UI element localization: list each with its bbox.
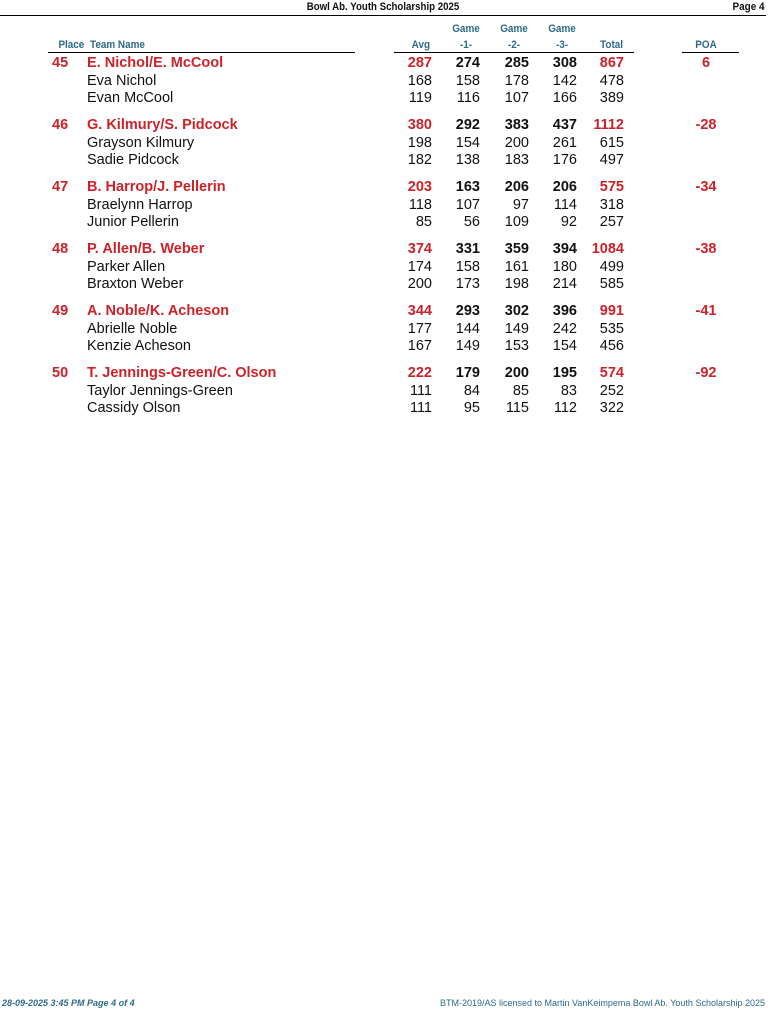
member-g3: 92 xyxy=(560,214,577,230)
col-avg: Avg xyxy=(411,39,430,51)
team-row xyxy=(0,241,768,258)
member-total: 535 xyxy=(599,321,624,337)
member-total: 257 xyxy=(599,214,624,230)
member-g3: 112 xyxy=(553,400,577,416)
member-row xyxy=(0,73,768,90)
team-g1: 292 xyxy=(455,117,480,133)
member-total: 322 xyxy=(599,400,624,416)
member-g3: 154 xyxy=(552,338,577,354)
team-row xyxy=(0,179,768,196)
team-name: G. Kilmury/S. Pidcock xyxy=(87,117,238,133)
team-g2: 359 xyxy=(504,241,529,257)
team-poa: -92 xyxy=(695,365,717,381)
member-total: 497 xyxy=(599,152,624,168)
member-row xyxy=(0,400,768,417)
member-name: Eva Nichol xyxy=(87,73,157,89)
member-g1: 149 xyxy=(455,338,480,354)
member-row xyxy=(0,321,768,338)
team-avg: 222 xyxy=(407,365,432,381)
team-avg: 203 xyxy=(407,179,432,195)
member-total: 585 xyxy=(599,276,624,292)
member-total: 478 xyxy=(599,73,624,89)
team-poa: 6 xyxy=(701,55,711,71)
col-game3-bottom: -3- xyxy=(555,39,569,51)
member-g2: 115 xyxy=(505,400,529,416)
member-g1: 158 xyxy=(455,259,480,275)
team-g1: 293 xyxy=(455,303,480,319)
member-avg: 200 xyxy=(407,276,432,292)
team-g2: 383 xyxy=(504,117,529,133)
member-g1: 173 xyxy=(455,276,480,292)
team-poa: -38 xyxy=(695,241,717,257)
member-row xyxy=(0,383,768,400)
team-g2: 285 xyxy=(504,55,529,71)
member-row xyxy=(0,152,768,169)
footer-date-page: 28-09-2025 3:45 PM Page 4 of 4 xyxy=(2,998,135,1008)
member-avg: 85 xyxy=(415,214,432,230)
member-name: Parker Allen xyxy=(87,259,166,275)
member-g2: 85 xyxy=(512,383,529,399)
header-underline-left xyxy=(48,52,355,53)
member-avg: 118 xyxy=(408,197,432,213)
member-g1: 107 xyxy=(455,197,480,213)
team-g3: 396 xyxy=(552,303,577,319)
team-g3: 394 xyxy=(552,241,577,257)
team-avg: 344 xyxy=(407,303,432,319)
report-header xyxy=(0,0,766,16)
member-g1: 84 xyxy=(463,383,480,399)
member-g1: 138 xyxy=(455,152,480,168)
team-total: 991 xyxy=(599,303,624,319)
member-g1: 95 xyxy=(463,400,480,416)
team-g1: 331 xyxy=(455,241,480,257)
member-avg: 174 xyxy=(407,259,432,275)
member-row xyxy=(0,338,768,355)
team-total: 1084 xyxy=(591,241,624,257)
member-avg: 111 xyxy=(409,400,432,416)
member-g2: 198 xyxy=(504,276,529,292)
member-g2: 183 xyxy=(504,152,529,168)
col-total: Total xyxy=(600,39,623,51)
member-avg: 177 xyxy=(407,321,432,337)
team-place: 45 xyxy=(52,55,69,71)
member-row xyxy=(0,214,768,231)
member-g1: 144 xyxy=(455,321,480,337)
member-g2: 97 xyxy=(512,197,529,213)
member-avg: 168 xyxy=(407,73,432,89)
member-avg: 198 xyxy=(407,135,432,151)
member-g2: 107 xyxy=(504,90,529,106)
member-avg: 182 xyxy=(407,152,432,168)
team-name: E. Nichol/E. McCool xyxy=(87,55,224,71)
team-place: 49 xyxy=(52,303,69,319)
member-name: Cassidy Olson xyxy=(87,400,181,416)
member-total: 499 xyxy=(599,259,624,275)
footer-license: BTM-2019/AS licensed to Martin VanKeimpema Bowl Ab. Youth Scholarship 2025 xyxy=(439,998,765,1008)
team-g3: 206 xyxy=(552,179,577,195)
member-g2: 178 xyxy=(504,73,529,89)
team-g1: 274 xyxy=(455,55,480,71)
member-name: Kenzie Acheson xyxy=(87,338,191,354)
member-total: 318 xyxy=(599,197,624,213)
member-name: Sadie Pidcock xyxy=(87,152,179,168)
member-g2: 149 xyxy=(504,321,529,337)
team-g2: 302 xyxy=(504,303,529,319)
team-total: 867 xyxy=(599,55,624,71)
team-name: T. Jennings-Green/C. Olson xyxy=(87,365,277,381)
member-g1: 154 xyxy=(455,135,480,151)
member-g2: 200 xyxy=(504,135,529,151)
team-row xyxy=(0,303,768,320)
team-place: 46 xyxy=(52,117,69,133)
member-g3: 176 xyxy=(552,152,577,168)
team-total: 1112 xyxy=(593,117,624,133)
member-g3: 242 xyxy=(552,321,577,337)
team-row xyxy=(0,365,768,382)
team-g3: 437 xyxy=(552,117,577,133)
member-row xyxy=(0,90,768,107)
team-g3: 308 xyxy=(552,55,577,71)
member-total: 389 xyxy=(599,90,624,106)
team-poa: -28 xyxy=(695,117,717,133)
member-g1: 116 xyxy=(456,90,480,106)
team-row xyxy=(0,117,768,134)
member-avg: 119 xyxy=(408,90,432,106)
member-g3: 214 xyxy=(552,276,577,292)
team-avg: 374 xyxy=(407,241,432,257)
header-underline-scores xyxy=(394,52,634,53)
team-g1: 179 xyxy=(455,365,480,381)
member-row xyxy=(0,135,768,152)
team-name: A. Noble/K. Acheson xyxy=(87,303,230,319)
col-team-name: Team Name xyxy=(90,39,145,51)
team-avg: 380 xyxy=(407,117,432,133)
member-name: Taylor Jennings-Green xyxy=(87,383,233,399)
member-row xyxy=(0,197,768,214)
team-poa: -34 xyxy=(695,179,717,195)
header-underline-poa xyxy=(682,52,739,53)
member-avg: 111 xyxy=(409,383,432,399)
page-label: Page 4 xyxy=(732,1,764,13)
team-place: 50 xyxy=(52,365,69,381)
col-game2-top: Game xyxy=(500,23,528,35)
member-row xyxy=(0,276,768,293)
member-g3: 83 xyxy=(560,383,577,399)
col-place: Place xyxy=(58,39,85,51)
member-name: Abrielle Noble xyxy=(87,321,178,337)
col-game1-top: Game xyxy=(452,23,480,35)
member-g1: 158 xyxy=(455,73,480,89)
col-game2-bottom: -2- xyxy=(507,39,521,51)
member-g3: 166 xyxy=(552,90,577,106)
team-g3: 195 xyxy=(552,365,577,381)
member-avg: 167 xyxy=(407,338,432,354)
member-name: Junior Pellerin xyxy=(87,214,179,230)
team-g1: 163 xyxy=(455,179,480,195)
team-avg: 287 xyxy=(407,55,432,71)
member-name: Grayson Kilmury xyxy=(87,135,195,151)
member-g2: 161 xyxy=(504,259,529,275)
col-game3-top: Game xyxy=(548,23,576,35)
col-game1-bottom: -1- xyxy=(459,39,473,51)
report-title: Bowl Ab. Youth Scholarship 2025 xyxy=(306,1,460,13)
member-total: 615 xyxy=(599,135,624,151)
member-g2: 109 xyxy=(504,214,529,230)
team-place: 47 xyxy=(52,179,69,195)
team-poa: -41 xyxy=(695,303,717,319)
member-total: 252 xyxy=(599,383,624,399)
team-g2: 206 xyxy=(504,179,529,195)
member-g3: 114 xyxy=(553,197,577,213)
team-total: 575 xyxy=(599,179,624,195)
member-name: Braxton Weber xyxy=(87,276,184,292)
member-g3: 180 xyxy=(552,259,577,275)
member-total: 456 xyxy=(599,338,624,354)
team-g2: 200 xyxy=(504,365,529,381)
member-name: Evan McCool xyxy=(87,90,174,106)
team-total: 574 xyxy=(599,365,624,381)
team-place: 48 xyxy=(52,241,69,257)
team-row xyxy=(0,55,768,72)
team-name: B. Harrop/J. Pellerin xyxy=(87,179,226,195)
member-name: Braelynn Harrop xyxy=(87,197,193,213)
member-row xyxy=(0,259,768,276)
member-g3: 142 xyxy=(552,73,577,89)
member-g3: 261 xyxy=(552,135,577,151)
col-poa: POA xyxy=(695,39,717,51)
member-g2: 153 xyxy=(504,338,529,354)
team-name: P. Allen/B. Weber xyxy=(87,241,205,257)
member-g1: 56 xyxy=(463,214,480,230)
